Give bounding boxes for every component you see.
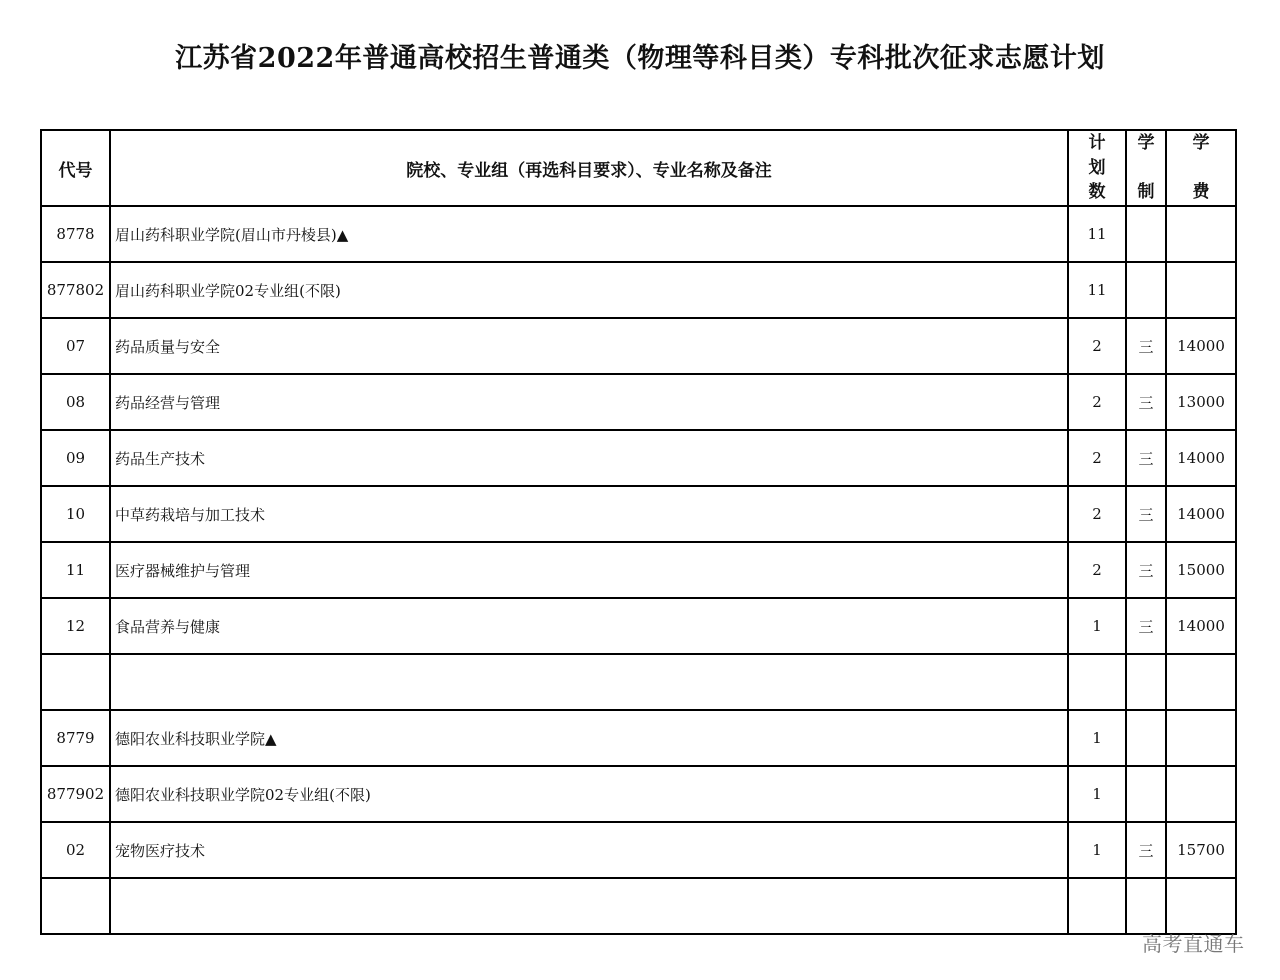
enrollment-plan-table [40, 129, 1237, 935]
cell-plan: 1 [1068, 766, 1126, 822]
header-years-char: 学 [1137, 133, 1155, 153]
cell-fee: 14000 [1166, 430, 1236, 486]
cell-plan: 2 [1068, 486, 1126, 542]
cell-code: 877802 [41, 262, 110, 318]
table-row [41, 766, 1236, 822]
cell-plan: 2 [1068, 430, 1126, 486]
header-fee-char: 费 [1192, 182, 1210, 202]
header-plan [1068, 130, 1126, 206]
table-row [41, 374, 1236, 430]
cell-plan [1068, 654, 1126, 710]
table-row [41, 542, 1236, 598]
cell-fee [1166, 206, 1236, 262]
cell-years [1126, 262, 1166, 318]
table-row [41, 710, 1236, 766]
cell-fee [1166, 766, 1236, 822]
table-row [41, 598, 1236, 654]
cell-code: 07 [41, 318, 110, 374]
cell-fee: 14000 [1166, 318, 1236, 374]
header-name: 院校、专业组（再选科目要求）、专业名称及备注 [110, 130, 1068, 206]
header-code: 代号 [41, 130, 110, 206]
cell-years: 三 [1126, 598, 1166, 654]
cell-name: 药品生产技术 [110, 430, 1068, 486]
cell-name: 医疗器械维护与管理 [110, 542, 1068, 598]
cell-name: 药品经营与管理 [110, 374, 1068, 430]
cell-code: 8779 [41, 710, 110, 766]
cell-code: 08 [41, 374, 110, 430]
cell-years: 三 [1126, 374, 1166, 430]
cell-years: 三 [1126, 486, 1166, 542]
cell-fee [1166, 878, 1236, 934]
header-years-char: 制 [1137, 182, 1155, 202]
cell-years [1126, 878, 1166, 934]
cell-years: 三 [1126, 542, 1166, 598]
cell-code: 02 [41, 822, 110, 878]
cell-plan: 11 [1068, 206, 1126, 262]
cell-code: 10 [41, 486, 110, 542]
cell-years [1126, 710, 1166, 766]
cell-fee: 13000 [1166, 374, 1236, 430]
cell-plan: 2 [1068, 374, 1126, 430]
cell-name: 眉山药科职业学院(眉山市丹棱县)▲ [110, 206, 1068, 262]
cell-code: 11 [41, 542, 110, 598]
table-row [41, 822, 1236, 878]
cell-code: 8778 [41, 206, 110, 262]
cell-name: 食品营养与健康 [110, 598, 1068, 654]
header-plan-char: 数 [1088, 182, 1106, 202]
cell-name [110, 878, 1068, 934]
cell-plan: 1 [1068, 822, 1126, 878]
header-fee [1166, 130, 1236, 206]
table-row [41, 318, 1236, 374]
cell-name: 宠物医疗技术 [110, 822, 1068, 878]
cell-code: 877902 [41, 766, 110, 822]
cell-name: 中草药栽培与加工技术 [110, 486, 1068, 542]
cell-fee [1166, 654, 1236, 710]
cell-plan: 2 [1068, 318, 1126, 374]
cell-plan: 1 [1068, 710, 1126, 766]
cell-years [1126, 766, 1166, 822]
cell-fee: 14000 [1166, 486, 1236, 542]
header-years [1126, 130, 1166, 206]
header-plan-char: 划 [1088, 157, 1106, 178]
cell-years [1126, 206, 1166, 262]
cell-name: 药品质量与安全 [110, 318, 1068, 374]
cell-code: 12 [41, 598, 110, 654]
cell-plan: 1 [1068, 598, 1126, 654]
cell-fee [1166, 262, 1236, 318]
page-title: 江苏省2022年普通高校招生普通类（物理等科目类）专科批次征求志愿计划 [175, 43, 1105, 74]
table-row [41, 654, 1236, 710]
cell-fee: 15000 [1166, 542, 1236, 598]
header-fee-char: 学 [1192, 133, 1210, 153]
table-row [41, 430, 1236, 486]
header-plan-char: 计 [1088, 133, 1106, 153]
watermark: 高考直通车 [1142, 932, 1245, 956]
table-row [41, 486, 1236, 542]
cell-plan: 2 [1068, 542, 1126, 598]
cell-years: 三 [1126, 318, 1166, 374]
cell-fee: 15700 [1166, 822, 1236, 878]
cell-code: 09 [41, 430, 110, 486]
table-row [41, 206, 1236, 262]
table-header-row [41, 130, 1236, 206]
cell-name [110, 654, 1068, 710]
cell-name: 德阳农业科技职业学院02专业组(不限) [110, 766, 1068, 822]
cell-name: 德阳农业科技职业学院▲ [110, 710, 1068, 766]
table-row [41, 262, 1236, 318]
cell-name: 眉山药科职业学院02专业组(不限) [110, 262, 1068, 318]
cell-fee [1166, 710, 1236, 766]
cell-plan [1068, 878, 1126, 934]
cell-years: 三 [1126, 430, 1166, 486]
table-row [41, 878, 1236, 934]
cell-years [1126, 654, 1166, 710]
cell-code [41, 654, 110, 710]
cell-fee: 14000 [1166, 598, 1236, 654]
cell-plan: 11 [1068, 262, 1126, 318]
cell-code [41, 878, 110, 934]
cell-years: 三 [1126, 822, 1166, 878]
